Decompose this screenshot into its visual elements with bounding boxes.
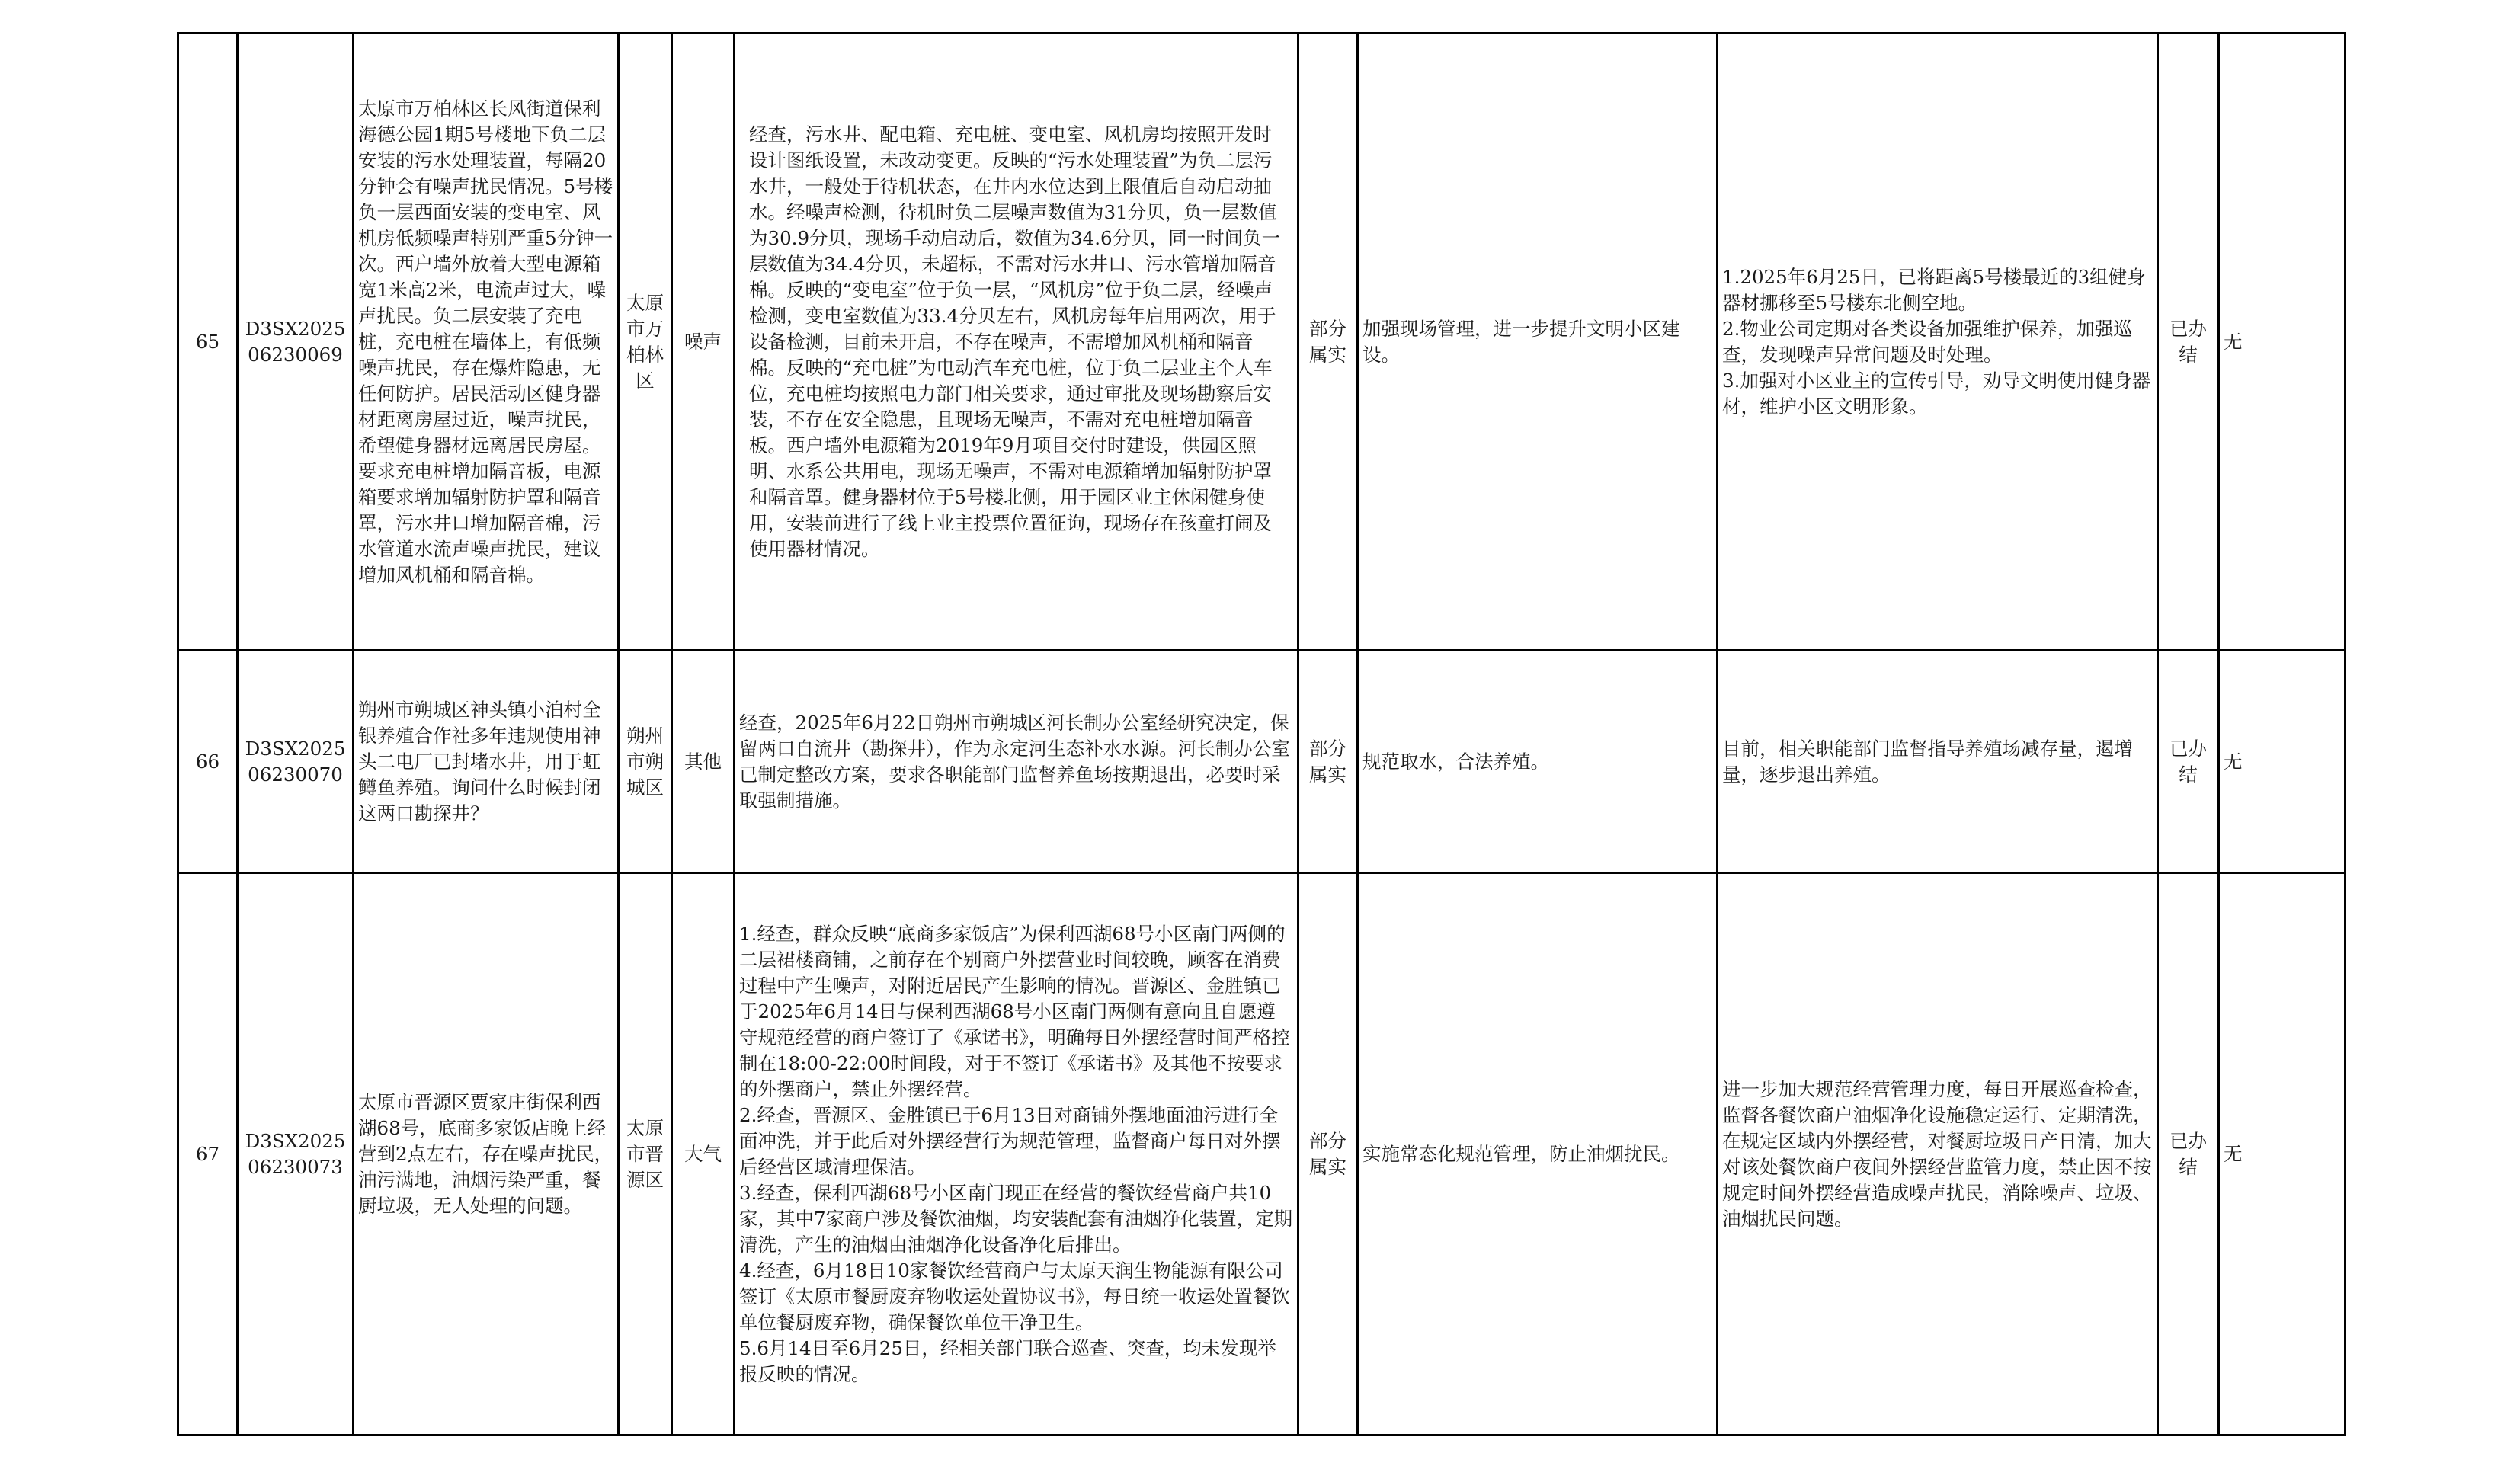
result-item: 2.物业公司定期对各类设备加强维护保养，加强巡查，发现噪声异常问题及时处理。 [1722,317,2132,366]
results-list [1718,651,2158,873]
table-row [178,873,2345,1435]
result-item: 1.2025年6月25日，已将距离5号楼最近的3组健身器材挪移至5号楼东北侧空地。 [1722,265,2146,314]
case-id: D3SX202506230073 [238,873,354,1435]
cases-table [177,32,2346,1436]
findings-text: 经查，2025年6月22日朔州市朔城区河长制办公室经研究决定，保留两口自流井（勘探井），作为永定河生态补水水源。河长制办公室已制定整改方案，要求各职能部门监督养鱼场按期退出，必要时采取强制措施。 [735,651,1298,873]
complaint-text: 太原市晋源区贾家庄街保利西湖68号，底商多家饭店晚上经营到2点左右，存在噪声扰民，油污满地，油烟污染严重，餐厨垃圾，无人处理的问题。 [354,873,619,1435]
result-item: 进一步加大规范经营管理力度，每日开展巡查检查，监督各餐饮商户油烟净化设施稳定运行、定期清洗，在规定区域内外摆经营，对餐厨垃圾日产日清，加大对该处餐饮商户夜间外摆经营监管力度，禁止因不按规定时间外摆经营造成噪声扰民，消除噪声、垃圾、油烟扰民问题。 [1722,1077,2152,1230]
category: 其他 [672,651,735,873]
category: 大气 [672,873,735,1435]
measures-text: 实施常态化规范管理，防止油烟扰民。 [1358,873,1718,1435]
area: 朔州市朔城区 [619,651,672,873]
findings-list [735,873,1298,1435]
measures-text: 加强现场管理，进一步提升文明小区建设。 [1358,34,1718,651]
complaint-text: 太原市万柏林区长风街道保利海德公园1期5号楼地下负二层安装的污水处理装置，每隔20分钟会有噪声扰民情况。5号楼负一层西面安装的变电室、风机房低频噪声特别严重5分钟一次。西户墙外放着大型电源箱宽1米高2米，电流声过大，噪声扰民。负二层安装了充电桩，充电桩在墙体上，有低频噪声扰民，存在爆炸隐患，无任何防护。居民活动区健身器材距离房屋过近，噪声扰民，希望健身器材远离居民房屋。要求充电桩增加隔音板，电源箱要求增加辐射防护罩和隔音罩，污水井口增加隔音棉，污水管道水流声噪声扰民，建议增加风机桶和隔音棉。 [354,34,619,651]
finding-item: 3.经查，保利西湖68号小区南门现正在经营的餐饮经营商户共10家，其中7家商户涉及餐饮油烟，均安装配套有油烟净化装置，定期清洗，产生的油烟由油烟净化设备净化后排出。 [739,1181,1293,1256]
result-item: 目前，相关职能部门监督指导养殖场减存量，遏增量，逐步退出养殖。 [1722,737,2133,786]
status: 已办结 [2158,873,2219,1435]
results-list [1718,34,2158,651]
verdict: 部分属实 [1298,651,1358,873]
verdict: 部分属实 [1298,873,1358,1435]
area: 太原市晋源区 [619,873,672,1435]
category: 噪声 [672,34,735,651]
finding-item: 5.6月14日至6月25日，经相关部门联合巡查、突查，均未发现举报反映的情况。 [739,1336,1276,1385]
results-list [1718,873,2158,1435]
findings-text: 经查，污水井、配电箱、充电桩、变电室、风机房均按照开发时设计图纸设置，未改动变更。反映的“污水处理装置”为负二层污水井，一般处于待机状态，在井内水位达到上限值后自动启动抽水。经噪声检测，待机时负二层噪声数值为31分贝，负一层数值为30.9分贝，现场手动启动后，数值为34.6分贝，同一时间负一层数值为34.4分贝，未超标，不需对污水井口、污水管增加隔音棉。反映的“变电室”位于负一层，“风机房”位于负二层，经噪声检测，变电室数值为33.4分贝左右，风机房每年启用两次，用于设备检测，目前未开启，不存在噪声，不需增加风机桶和隔音棉。反映的“充电桩”为电动汽车充电桩，位于负二层业主个人车位，充电桩均按照电力部门相关要求，通过审批及现场勘察后安装，不存在安全隐患，且现场无噪声，不需对充电桩增加隔音板。西户墙外电源箱为2019年9月项目交付时建设，供园区照明、水系公共用电，现场无噪声，不需对电源箱增加辐射防护罩和隔音罩。健身器材位于5号楼北侧，用于园区业主休闲健身使用，安装前进行了线上业主投票位置征询，现场存在孩童打闹及使用器材情况。 [735,34,1298,651]
status: 已办结 [2158,651,2219,873]
accountability: 无 [2219,34,2345,651]
row-index: 66 [178,651,238,873]
area: 太原市万柏林区 [619,34,672,651]
accountability: 无 [2219,651,2345,873]
case-id: D3SX202506230069 [238,34,354,651]
result-item: 3.加强对小区业主的宣传引导，劝导文明使用健身器材，维护小区文明形象。 [1722,369,2151,418]
row-index: 65 [178,34,238,651]
case-id: D3SX202506230070 [238,651,354,873]
finding-item: 4.经查，6月18日10家餐饮经营商户与太原天润生物能源有限公司签订《太原市餐厨废弃物收运处置协议书》，每日统一收运处置餐饮单位餐厨废弃物，确保餐饮单位干净卫生。 [739,1259,1290,1333]
row-index: 67 [178,873,238,1435]
measures-text: 规范取水，合法养殖。 [1358,651,1718,873]
accountability: 无 [2219,873,2345,1435]
complaint-text: 朔州市朔城区神头镇小泊村全银养殖合作社多年违规使用神头二电厂已封堵水井，用于虹鳟鱼养殖。询问什么时候封闭这两口勘探井？ [354,651,619,873]
finding-item: 2.经查，晋源区、金胜镇已于6月13日对商铺外摆地面油污进行全面冲洗，并于此后对外摆经营行为规范管理，监督商户每日对外摆后经营区域清理保洁。 [739,1103,1281,1178]
verdict: 部分属实 [1298,34,1358,651]
finding-item: 1.经查，群众反映“底商多家饭店”为保利西湖68号小区南门两侧的二层裙楼商铺，之前存在个别商户外摆营业时间较晚，顾客在消费过程中产生噪声，对附近居民产生影响的情况。晋源区、金胜镇已于2025年6月14日与保利西湖68号小区南门两侧有意向且自愿遵守规范经营的商户签订了《承诺书》，明确每日外摆经营时间严格控制在18:00-22:00时间段，对于不签订《承诺书》及其他不按要求的外摆商户，禁止外摆经营。 [739,922,1290,1100]
table-row [178,651,2345,873]
table-row [178,34,2345,651]
status: 已办结 [2158,34,2219,651]
